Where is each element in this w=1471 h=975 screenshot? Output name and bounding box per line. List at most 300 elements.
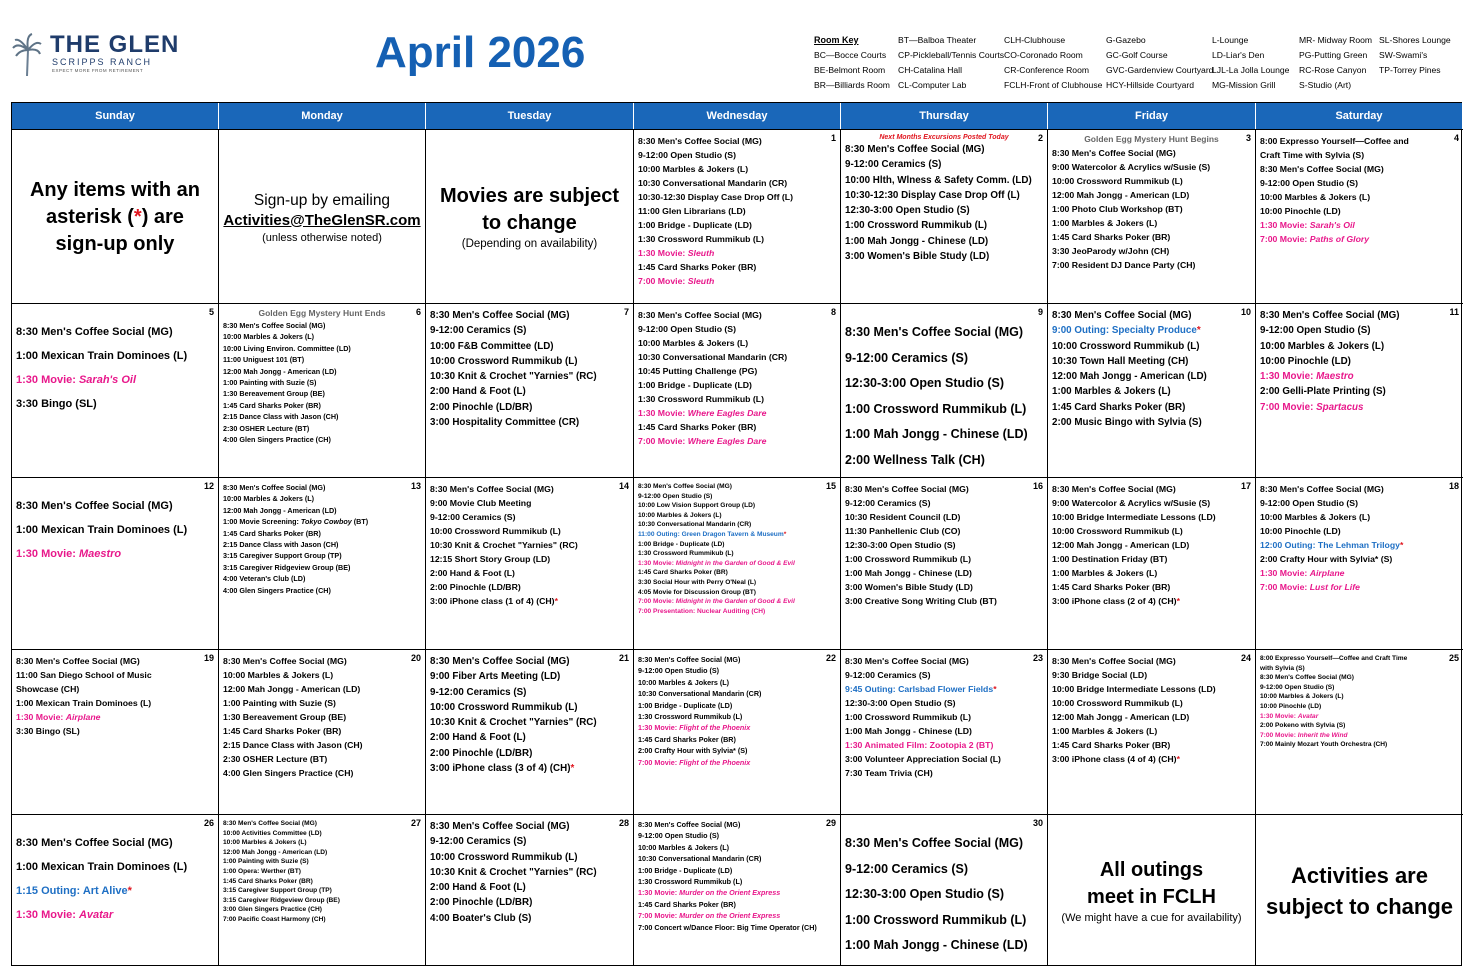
event-item: 1:45 Card Sharks Poker (BR) bbox=[1052, 740, 1171, 750]
event-item: 10:00 F&B Committee (LD) bbox=[430, 340, 554, 352]
event-item: 10:00 Marbles & Jokers (L) bbox=[1260, 512, 1371, 522]
event-item: 12:00 Mah Jongg - American (LD) bbox=[1052, 540, 1190, 550]
event-item: 2:00 Pinochle (LD/BR) bbox=[430, 747, 533, 759]
event-item: 2:00 Crafty Hour with Sylvia* (S) bbox=[1260, 554, 1393, 564]
logo-name: THE GLEN bbox=[50, 31, 180, 58]
event-item: 1:45 Card Sharks Poker (BR) bbox=[223, 400, 321, 410]
event-item: 8:30 Men's Coffee Social (MG) bbox=[223, 656, 347, 666]
subject-note-line: Activities are bbox=[1291, 863, 1428, 888]
event-item: 1:15 Outing: Art Alive* bbox=[16, 885, 132, 897]
event-item: 3:15 Caregiver Support Group (TP) bbox=[223, 551, 342, 561]
event-item: 9:00 Fiber Arts Meeting (LD) bbox=[430, 671, 561, 683]
event-item: 3:30 Social Hour with Perry O'Neal (L) bbox=[638, 578, 757, 586]
event-item: 1:30 Movie: Flight of the Phoenix bbox=[638, 723, 751, 733]
event-item: 10:00 Marbles & Jokers (L) bbox=[638, 511, 722, 519]
event-item: 1:00 Marbles & Jokers (L) bbox=[1052, 726, 1158, 736]
event-item: 9-12:00 Open Studio (S) bbox=[638, 666, 720, 676]
event-item: 7:00 Movie: Where Eagles Dare bbox=[638, 436, 767, 446]
event-item: 2:30 OSHER Lecture (BT) bbox=[223, 754, 328, 764]
room-key-entry: PG-Putting Green bbox=[1299, 50, 1368, 60]
day-cell-16 bbox=[841, 477, 1048, 649]
info-note bbox=[430, 134, 629, 301]
logo bbox=[12, 30, 180, 78]
room-key-title: Room Key bbox=[814, 35, 859, 45]
info-cell bbox=[1048, 814, 1256, 965]
event-item: 1:30 Movie: Airplane bbox=[16, 712, 101, 722]
event-item: 9-12:00 Ceramics (S) bbox=[430, 325, 527, 337]
room-key-entry: LJL-La Jolla Lounge bbox=[1212, 65, 1290, 75]
day-cell-24 bbox=[1048, 649, 1256, 814]
event-item: 3:00 Volunteer Appreciation Social (L) bbox=[845, 754, 1001, 764]
palm-tree-icon bbox=[12, 32, 42, 76]
event-item: 3:30 Bingo (SL) bbox=[16, 398, 97, 410]
event-item: 1:30 Movie: Sarah's Oil bbox=[1260, 220, 1355, 230]
subject-note-line: subject to change bbox=[1265, 894, 1454, 919]
event-item: 10:00 Marbles & Jokers (L) bbox=[223, 670, 334, 680]
day-cell-7 bbox=[426, 303, 634, 477]
signup-email-link[interactable]: Activities@TheGlenSR.com bbox=[223, 211, 421, 229]
event-item: 9-12:00 Open Studio (S) bbox=[638, 150, 736, 160]
event-item: 1:45 Card Sharks Poker (BR) bbox=[223, 726, 342, 736]
day-cell-17 bbox=[1048, 477, 1256, 649]
event-item: 1:30 Crossword Rummikub (L) bbox=[638, 877, 743, 887]
event-item: 10:30 Knit & Crochet "Yarnies" (RC) bbox=[430, 540, 578, 550]
event-item: 10:45 Putting Challenge (PG) bbox=[638, 366, 758, 376]
info-cell bbox=[219, 129, 426, 303]
event-item: 10:30 Knit & Crochet "Yarnies" (RC) bbox=[430, 717, 597, 729]
event-item: 4:00 Veteran's Club (LD) bbox=[223, 574, 306, 584]
event-item: 10:00 Marbles & Jokers (L) bbox=[223, 494, 315, 504]
event-item: 8:30 Men's Coffee Social (MG) bbox=[223, 483, 326, 492]
event-item: 1:00 Mexican Train Dominoes (L) bbox=[16, 698, 152, 708]
event-item: 1:00 Bridge - Duplicate (LD) bbox=[638, 380, 752, 390]
event-item: 10:30 Conversational Mandarin (CR) bbox=[638, 689, 762, 699]
room-key-entry: BT—Balboa Theater bbox=[898, 35, 977, 45]
event-item: 12:00 Mah Jongg - American (LD) bbox=[223, 366, 337, 376]
event-item: 9:00 Watercolor & Acrylics w/Susie (S) bbox=[1052, 498, 1211, 508]
event-item: 12:00 Mah Jongg - American (LD) bbox=[223, 684, 361, 694]
event-item: 3:00 iPhone class (1 of 4) (CH)* bbox=[430, 596, 558, 606]
event-item: 3:00 iPhone class (2 of 4) (CH)* bbox=[1052, 596, 1180, 606]
room-key-entry: CH-Catalina Hall bbox=[898, 65, 962, 75]
movies-note-line: Movies are subject bbox=[440, 185, 619, 207]
event-item: 1:00 Painting with Suzie (S) bbox=[223, 378, 317, 388]
event-item: 2:00 Crafty Hour with Sylvia* (S) bbox=[638, 746, 748, 756]
event-item: 9-12:00 Open Studio (S) bbox=[638, 492, 713, 500]
outings-note-sub: (We might have a cue for availability) bbox=[1061, 912, 1242, 924]
day-cell-19 bbox=[12, 649, 219, 814]
event-item: 12:00 Mah Jongg - American (LD) bbox=[223, 848, 328, 856]
room-key-column bbox=[898, 33, 1004, 93]
room-key-column bbox=[1106, 33, 1213, 93]
info-note bbox=[223, 134, 421, 301]
event-item: 1:00 Painting with Suzie (S) bbox=[223, 858, 309, 866]
event-item: Showcase (CH) bbox=[16, 684, 80, 694]
event-item: 11:00 San Diego School of Music bbox=[16, 670, 152, 680]
event-item: 1:00 Bridge - Duplicate (LD) bbox=[638, 700, 733, 710]
event-item: 9-12:00 Ceramics (S) bbox=[430, 686, 527, 698]
event-item: 8:30 Men's Coffee Social (MG) bbox=[430, 484, 554, 494]
day-number: 19 bbox=[203, 653, 214, 663]
day-number: 6 bbox=[415, 307, 421, 317]
day-cell-15 bbox=[634, 477, 841, 649]
room-key-column bbox=[1212, 33, 1289, 93]
event-item: 1:30 Movie: Maestro bbox=[16, 548, 122, 560]
event-item: 9:30 Bridge Social (LD) bbox=[1052, 670, 1148, 680]
day-number: 5 bbox=[208, 307, 214, 317]
event-item: 9:45 Outing: Carlsbad Flower Fields* bbox=[845, 684, 997, 694]
event-item: 8:30 Men's Coffee Social (MG) bbox=[638, 483, 732, 490]
event-item: 8:30 Men's Coffee Social (MG) bbox=[1052, 148, 1176, 158]
event-item: 3:30 Bingo (SL) bbox=[16, 726, 80, 736]
day-cell-11 bbox=[1256, 303, 1463, 477]
event-item: 8:30 Men's Coffee Social (MG) bbox=[1052, 484, 1176, 494]
event-item: 12:00 Mah Jongg - American (LD) bbox=[1052, 371, 1207, 383]
event-item: 9:00 Movie Club Meeting bbox=[430, 498, 532, 508]
day-note: Next Months Excursions Posted Today bbox=[879, 134, 1009, 141]
day-number: 14 bbox=[618, 481, 629, 491]
event-item: 9-12:00 Ceramics (S) bbox=[430, 836, 527, 848]
event-item: 2:30 OSHER Lecture (BT) bbox=[223, 423, 310, 433]
event-item: 10:00 Low Vision Support Group (LD) bbox=[638, 502, 756, 510]
event-item: 12:30-3:00 Open Studio (S) bbox=[845, 376, 1005, 390]
event-item: 10:00 Bridge Intermediate Lessons (LD) bbox=[1052, 684, 1216, 694]
event-item: 1:00 Marbles & Jokers (L) bbox=[1052, 568, 1158, 578]
room-key-entry: CLH-Clubhouse bbox=[1004, 35, 1066, 45]
event-item: 8:30 Men's Coffee Social (MG) bbox=[1260, 164, 1384, 174]
movies-note-line: to change bbox=[482, 212, 577, 234]
event-item: 10:00 Crossword Rummikub (L) bbox=[430, 851, 578, 863]
info-cell bbox=[12, 129, 219, 303]
event-item: 1:00 Bridge - Duplicate (LD) bbox=[638, 865, 733, 875]
event-item: 12:00 Mah Jongg - American (LD) bbox=[1052, 712, 1190, 722]
event-item: 9-12:00 Ceramics (S) bbox=[845, 350, 968, 365]
event-item: 1:45 Card Sharks Poker (BR) bbox=[638, 734, 736, 744]
room-key-entry: LD-Liar's Den bbox=[1212, 50, 1265, 60]
day-number: 17 bbox=[1240, 481, 1251, 491]
event-item: 10:00 Marbles & Jokers (L) bbox=[638, 677, 730, 687]
room-key-entry: BC—Bocce Courts bbox=[814, 50, 887, 60]
day-cell-14 bbox=[426, 477, 634, 649]
event-item: 8:30 Men's Coffee Social (MG) bbox=[1260, 310, 1400, 321]
event-item: 7:00 Concert w/Dance Floor: Big Time Operator (CH) bbox=[638, 922, 817, 932]
event-item: 1:30 Movie: Sarah's Oil bbox=[16, 374, 136, 386]
outings-note-line: All outings bbox=[1099, 859, 1204, 881]
event-item: 10:30-12:30 Display Case Drop Off (L) bbox=[845, 189, 1020, 201]
event-item: 12:00 Mah Jongg - American (LD) bbox=[223, 505, 337, 515]
day-number: 12 bbox=[203, 481, 214, 491]
event-item: 10:00 Pinochle (LD) bbox=[1260, 206, 1341, 216]
room-key-column bbox=[1299, 33, 1372, 93]
event-item: 2:15 Dance Class with Jason (CH) bbox=[223, 540, 339, 550]
event-item: 10:00 Crossword Rummikub (L) bbox=[430, 355, 578, 367]
event-item: 10:00 Crossword Rummikub (L) bbox=[1052, 340, 1200, 352]
event-item: 1:30 Crossword Rummikub (L) bbox=[638, 550, 734, 558]
event-item: 9-12:00 Open Studio (S) bbox=[638, 831, 720, 841]
event-item: 1:00 Bridge - Duplicate (LD) bbox=[638, 540, 725, 548]
event-item: 1:30 Movie: Avatar bbox=[16, 909, 114, 921]
event-item: 10:30 Conversational Mandarin (CR) bbox=[638, 521, 752, 529]
event-item: 1:30 Crossword Rummikub (L) bbox=[638, 394, 764, 404]
info-line: asterisk (*) are bbox=[46, 206, 184, 228]
event-item: 7:00 Movie: Midnight in the Garden of Good & Evil bbox=[638, 598, 795, 606]
day-cell-4 bbox=[1256, 129, 1463, 303]
event-item: 3:00 Hospitality Committee (CR) bbox=[430, 417, 580, 429]
event-item: 8:00 Expresso Yourself—Coffee and Craft Time bbox=[1260, 655, 1408, 662]
event-item: 8:30 Men's Coffee Social (MG) bbox=[845, 484, 969, 494]
event-item: 1:45 Card Sharks Poker (BR) bbox=[223, 877, 313, 885]
event-item: 10:00 Marbles & Jokers (L) bbox=[638, 338, 749, 348]
event-item: 10:00 Hlth, Wlness & Safety Comm. (LD) bbox=[845, 174, 1032, 186]
day-note: Golden Egg Mystery Hunt Begins bbox=[1084, 134, 1219, 144]
event-item: 4:00 Glen Singers Practice (CH) bbox=[223, 768, 354, 778]
event-item: 10:00 Crossword Rummikub (L) bbox=[430, 526, 561, 536]
event-item: 7:00 Movie: Lust for Life bbox=[1260, 582, 1360, 592]
info-cell bbox=[1256, 814, 1463, 965]
event-item: 2:00 Pokeno with Sylvia (S) bbox=[1260, 722, 1346, 730]
event-item: 1:00 Crossword Rummikub (L) bbox=[845, 912, 1027, 927]
event-item: 8:30 Men's Coffee Social (MG) bbox=[430, 310, 570, 321]
event-item: 4:00 Glen Singers Practice (CH) bbox=[223, 585, 331, 595]
event-item: 2:00 Gelli-Plate Printing (S) bbox=[1260, 386, 1386, 398]
event-item: 10:00 Crossword Rummikub (L) bbox=[1052, 176, 1183, 186]
event-item: 8:30 Men's Coffee Social (MG) bbox=[845, 836, 1024, 850]
event-item: 3:15 Caregiver Support Group (TP) bbox=[223, 887, 332, 895]
day-cell-2 bbox=[841, 129, 1048, 303]
room-key-entry: RC-Rose Canyon bbox=[1299, 65, 1367, 75]
day-number: 22 bbox=[825, 653, 836, 663]
day-number: 21 bbox=[618, 653, 629, 663]
event-item: 7:00 Movie: Murder on the Orient Express bbox=[638, 911, 781, 921]
event-item: 8:30 Men's Coffee Social (MG) bbox=[638, 820, 741, 829]
event-item: 1:00 Crossword Rummikub (L) bbox=[845, 554, 971, 564]
event-item: 8:30 Men's Coffee Social (MG) bbox=[1260, 674, 1354, 682]
event-item: 8:30 Men's Coffee Social (MG) bbox=[16, 500, 173, 512]
event-item: 9-12:00 Ceramics (S) bbox=[845, 498, 931, 508]
event-item: 2:00 Pinochle (LD/BR) bbox=[430, 582, 521, 592]
event-item: 12:30-3:00 Open Studio (S) bbox=[845, 887, 1005, 901]
room-key-entry: G-Gazebo bbox=[1106, 35, 1146, 45]
day-number: 29 bbox=[825, 818, 836, 828]
event-item: 3:15 Caregiver Ridgeview Group (BE) bbox=[223, 562, 351, 572]
event-item: 3:00 iPhone class (4 of 4) (CH)* bbox=[1052, 754, 1180, 764]
info-line: Any items with an bbox=[29, 179, 201, 201]
day-number: 10 bbox=[1240, 307, 1251, 317]
info-note bbox=[1260, 819, 1459, 963]
event-item: 7:00 Movie: Inherit the Wind bbox=[1260, 731, 1348, 739]
room-key-entry: TP-Torrey Pines bbox=[1379, 65, 1441, 75]
day-number: 4 bbox=[1453, 133, 1459, 143]
event-item: 8:30 Men's Coffee Social (MG) bbox=[223, 321, 326, 330]
event-item: 1:30 Bereavement Group (BE) bbox=[223, 389, 325, 399]
event-item: 1:00 Mexican Train Dominoes (L) bbox=[16, 861, 188, 873]
event-item: 1:45 Card Sharks Poker (BR) bbox=[638, 262, 757, 272]
room-key-entry: FCLH-Front of Clubhouse bbox=[1004, 80, 1103, 90]
event-item: 9-12:00 Open Studio (S) bbox=[1260, 178, 1358, 188]
event-item: 3:00 Glen Singers Practice (CH) bbox=[223, 906, 322, 914]
event-item: 11:00 Outing: Green Dragon Tavern & Museum* bbox=[638, 530, 787, 538]
event-item: 10:00 Crossword Rummikub (L) bbox=[1052, 526, 1183, 536]
day-number: 7 bbox=[623, 307, 629, 317]
event-item: 8:30 Men's Coffee Social (MG) bbox=[1052, 656, 1176, 666]
room-key-entry: L-Lounge bbox=[1212, 35, 1249, 45]
event-item: 8:30 Men's Coffee Social (MG) bbox=[16, 656, 140, 666]
event-item: 12:30-3:00 Open Studio (S) bbox=[845, 205, 970, 217]
day-number: 13 bbox=[410, 481, 421, 491]
day-header-friday: Friday bbox=[1048, 103, 1256, 129]
event-item: 1:00 Destination Friday (BT) bbox=[1052, 554, 1168, 564]
event-item: 10:00 Marbles & Jokers (L) bbox=[1260, 192, 1371, 202]
day-number: 23 bbox=[1032, 653, 1043, 663]
day-number: 9 bbox=[1037, 307, 1043, 317]
event-item: 7:00 Presentation: Nuclear Auditing (CH) bbox=[638, 607, 766, 615]
event-item: 7:00 Movie: Paths of Glory bbox=[1260, 234, 1370, 244]
event-item: with Sylvia (S) bbox=[1260, 664, 1305, 672]
event-item: 4:00 Glen Singers Practice (CH) bbox=[223, 435, 331, 445]
event-item: 10:00 Pinochle (LD) bbox=[1260, 702, 1322, 710]
event-item: 1:00 Bridge - Duplicate (LD) bbox=[638, 220, 752, 230]
event-item: 12:30-3:00 Open Studio (S) bbox=[845, 540, 956, 550]
event-item: 10:30 Conversational Mandarin (CR) bbox=[638, 178, 788, 188]
event-item: 7:00 Resident DJ Dance Party (CH) bbox=[1052, 260, 1196, 270]
day-header-tuesday: Tuesday bbox=[426, 103, 634, 129]
day-note: Golden Egg Mystery Hunt Ends bbox=[258, 308, 386, 318]
event-item: 9-12:00 Open Studio (S) bbox=[1260, 325, 1371, 337]
day-cell-27 bbox=[219, 814, 426, 965]
event-item: 10:00 Marbles & Jokers (L) bbox=[1260, 340, 1385, 352]
day-number: 30 bbox=[1032, 818, 1043, 828]
day-cell-13 bbox=[219, 477, 426, 649]
month-title: April 2026 bbox=[375, 28, 586, 77]
event-item: 9:00 Outing: Specialty Produce* bbox=[1052, 325, 1201, 337]
event-item: 2:00 Pinochle (LD/BR) bbox=[430, 401, 533, 413]
day-number: 28 bbox=[618, 818, 629, 828]
event-item: 1:45 Card Sharks Poker (BR) bbox=[1052, 401, 1186, 413]
event-item: 1:00 Opera: Werther (BT) bbox=[223, 867, 301, 875]
day-cell-22 bbox=[634, 649, 841, 814]
day-header-monday: Monday bbox=[219, 103, 426, 129]
event-item: 1:30 Movie: Midnight in the Garden of Good & Evil bbox=[638, 559, 795, 567]
event-item: 12:00 Outing: The Lehman Trilogy* bbox=[1260, 540, 1404, 550]
event-item: 7:00 Movie: Sleuth bbox=[638, 276, 715, 286]
day-cell-9 bbox=[841, 303, 1048, 477]
event-item: 1:00 Photo Club Workshop (BT) bbox=[1052, 204, 1183, 214]
room-key-entry: S-Studio (Art) bbox=[1299, 80, 1352, 90]
event-item: 1:00 Crossword Rummikub (L) bbox=[845, 401, 1027, 416]
event-item: 10:00 Bridge Intermediate Lessons (LD) bbox=[1052, 512, 1216, 522]
event-item: 2:00 Hand & Foot (L) bbox=[430, 732, 526, 744]
day-cell-12 bbox=[12, 477, 219, 649]
event-item: 8:30 Men's Coffee Social (MG) bbox=[1052, 310, 1192, 321]
info-cell bbox=[426, 129, 634, 303]
event-item: 1:00 Mah Jongg - Chinese (LD) bbox=[845, 726, 972, 736]
event-item: 1:00 Marbles & Jokers (L) bbox=[1052, 218, 1158, 228]
event-item: 11:00 Glen Librarians (LD) bbox=[638, 206, 746, 216]
event-item: 12:30-3:00 Open Studio (S) bbox=[845, 698, 956, 708]
room-key-column bbox=[814, 33, 890, 93]
day-cell-30 bbox=[841, 814, 1048, 965]
day-cell-20 bbox=[219, 649, 426, 814]
event-item: 10:30 Knit & Crochet "Yarnies" (RC) bbox=[430, 866, 597, 878]
event-item: 10:00 Pinochle (LD) bbox=[1260, 355, 1351, 367]
event-item: 1:30 Movie: Maestro bbox=[1260, 371, 1354, 383]
event-item: 8:30 Men's Coffee Social (MG) bbox=[16, 837, 173, 849]
day-number: 2 bbox=[1037, 133, 1043, 143]
event-item: 12:00 Mah Jongg - American (LD) bbox=[1052, 190, 1190, 200]
event-item: 7:00 Pacific Coast Harmony (CH) bbox=[223, 915, 326, 923]
event-item: 1:00 Mexican Train Dominoes (L) bbox=[16, 524, 188, 536]
event-item: 1:30 Animated Film: Zootopia 2 (BT) bbox=[845, 740, 994, 750]
event-item: 3:15 Caregiver Ridgeview Group (BE) bbox=[223, 896, 340, 904]
event-item: 10:00 Marbles & Jokers (L) bbox=[223, 332, 315, 342]
event-item: 2:00 Hand & Foot (L) bbox=[430, 882, 526, 894]
room-key-entry: MR- Midway Room bbox=[1299, 35, 1373, 45]
day-cell-26 bbox=[12, 814, 219, 965]
day-number: 16 bbox=[1032, 481, 1043, 491]
event-item: 9:00 Watercolor & Acrylics w/Susie (S) bbox=[1052, 162, 1211, 172]
event-item: 11:30 Panhellenic Club (CO) bbox=[845, 526, 961, 536]
day-number: 26 bbox=[203, 818, 214, 828]
day-cell-18 bbox=[1256, 477, 1463, 649]
outings-note-line: meet in FCLH bbox=[1087, 886, 1216, 908]
calendar bbox=[11, 102, 1462, 966]
event-item: 1:00 Mah Jongg - Chinese (LD) bbox=[845, 427, 1028, 441]
event-item: 1:45 Card Sharks Poker (BR) bbox=[638, 899, 736, 909]
day-number: 27 bbox=[410, 818, 421, 828]
event-item: 8:30 Men's Coffee Social (MG) bbox=[638, 136, 762, 146]
event-item: 8:30 Men's Coffee Social (MG) bbox=[638, 655, 741, 664]
event-item: 1:30 Bereavement Group (BE) bbox=[223, 712, 347, 722]
event-item: 2:00 Pinochle (LD/BR) bbox=[430, 897, 533, 909]
event-item: 1:00 Mah Jongg - Chinese (LD) bbox=[845, 938, 1028, 952]
room-key-entry: SW-Swami's bbox=[1379, 50, 1428, 60]
day-cell-23 bbox=[841, 649, 1048, 814]
event-item: 1:45 Card Sharks Poker (BR) bbox=[638, 422, 757, 432]
logo-subtitle: SCRIPPS RANCH bbox=[52, 57, 153, 67]
event-item: 1:00 Movie Screening: Tokyo Cowboy (BT) bbox=[223, 517, 369, 527]
event-item: 1:45 Card Sharks Poker (BR) bbox=[223, 528, 321, 538]
event-item: 1:30 Movie: Sleuth bbox=[638, 248, 715, 258]
event-item: 1:30 Crossword Rummikub (L) bbox=[638, 712, 743, 722]
day-number: 24 bbox=[1240, 653, 1251, 663]
day-number: 11 bbox=[1449, 307, 1459, 317]
event-item: 1:30 Movie: Murder on the Orient Express bbox=[638, 888, 781, 898]
info-note bbox=[1052, 819, 1251, 963]
event-item: 1:45 Card Sharks Poker (BR) bbox=[1052, 232, 1171, 242]
info-note bbox=[16, 134, 214, 301]
event-item: 8:30 Men's Coffee Social (MG) bbox=[430, 656, 570, 667]
day-cell-6 bbox=[219, 303, 426, 477]
event-item: 4:00 Boater's Club (S) bbox=[430, 912, 532, 924]
event-item: 10:00 Marbles & Jokers (L) bbox=[223, 839, 307, 847]
room-key-entry: MG-Mission Grill bbox=[1212, 80, 1276, 90]
event-item: 2:15 Dance Class with Jason (CH) bbox=[223, 740, 363, 750]
room-key-entry: CP-Pickleball/Tennis Courts bbox=[898, 50, 1005, 60]
event-item: 9-12:00 Open Studio (S) bbox=[638, 324, 736, 334]
event-item: 10:00 Marbles & Jokers (L) bbox=[1260, 693, 1344, 701]
event-item: 10:00 Marbles & Jokers (L) bbox=[638, 842, 730, 852]
event-item: 1:45 Card Sharks Poker (BR) bbox=[638, 569, 728, 577]
room-key-entry: CO-Coronado Room bbox=[1004, 50, 1083, 60]
day-number: 20 bbox=[410, 653, 421, 663]
info-line: sign-up only bbox=[55, 233, 175, 255]
event-item: 8:30 Men's Coffee Social (MG) bbox=[638, 310, 762, 320]
event-item: 3:00 Women's Bible Study (LD) bbox=[845, 582, 973, 592]
event-item: 8:00 Expresso Yourself—Coffee and bbox=[1260, 136, 1409, 146]
event-item: 8:30 Men's Coffee Social (MG) bbox=[845, 144, 985, 155]
event-item: 9-12:00 Open Studio (S) bbox=[1260, 498, 1358, 508]
event-item: 9-12:00 Ceramics (S) bbox=[430, 512, 516, 522]
